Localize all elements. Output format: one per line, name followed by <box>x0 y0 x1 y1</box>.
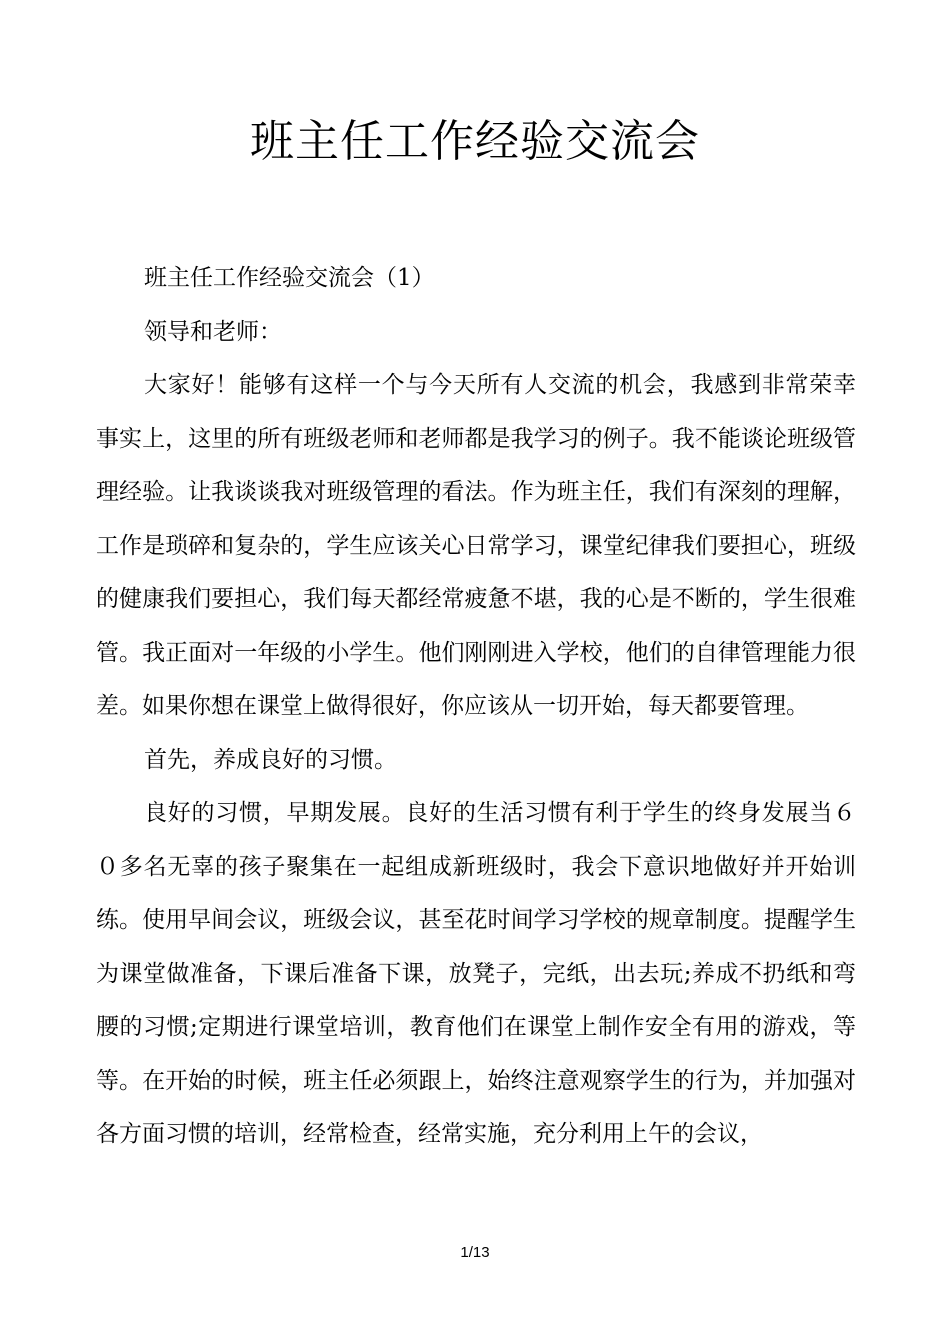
paragraph-section-heading: 首先，养成良好的习惯。 <box>144 746 397 773</box>
paragraph-intro: 大家好！能够有这样一个与今天所有人交流的机会，我感到非常荣幸事实上，这里的所有班级老师和老师都是我学习的例子。我不能谈论班级管理经验。让我谈谈我对班级管理的看法。作为班主任，我们有深刻的理解，工作是琐碎和复杂的，学生应该关心日常学习，课堂纪律我们要担心，班级的健康我们要担心，我们每天都经常疲惫不堪，我的心是不断的，学生很难管。我正面对一年级的小学生。他们刚刚进入学校，他们的自律管理能力很差。如果你想在课堂上做得很好，你应该从一切开始，每天都要管理。 <box>96 372 856 719</box>
paragraph-heading: 班主任工作经验交流会（1） <box>144 265 435 291</box>
page-number: 1/13 <box>460 1244 490 1261</box>
paragraph-habits: 良好的习惯，早期发展。良好的生活习惯有利于学生的终身发展当６０多名无辜的孩子聚集在一起组成新班级时，我会下意识地做好并开始训练。使用早间会议，班级会议，甚至花时间学习学校的规章制度。提醒学生为课堂做准备，下课后准备下课，放凳子，完纸，出去玩;养成不扔纸和弯腰的习惯;定期进行课堂培训，教育他们在课堂上制作安全有用的游戏，等等。在开始的时候，班主任必须跟上，始终注意观察学生的行为，并加强对各方面习惯的培训，经常检查，经常实施，充分利用上午的会议， <box>96 800 856 1147</box>
document-body <box>96 252 856 1162</box>
paragraph-salutation: 领导和老师： <box>144 318 282 345</box>
document-title: 班主任工作经验交流会 <box>250 116 700 167</box>
